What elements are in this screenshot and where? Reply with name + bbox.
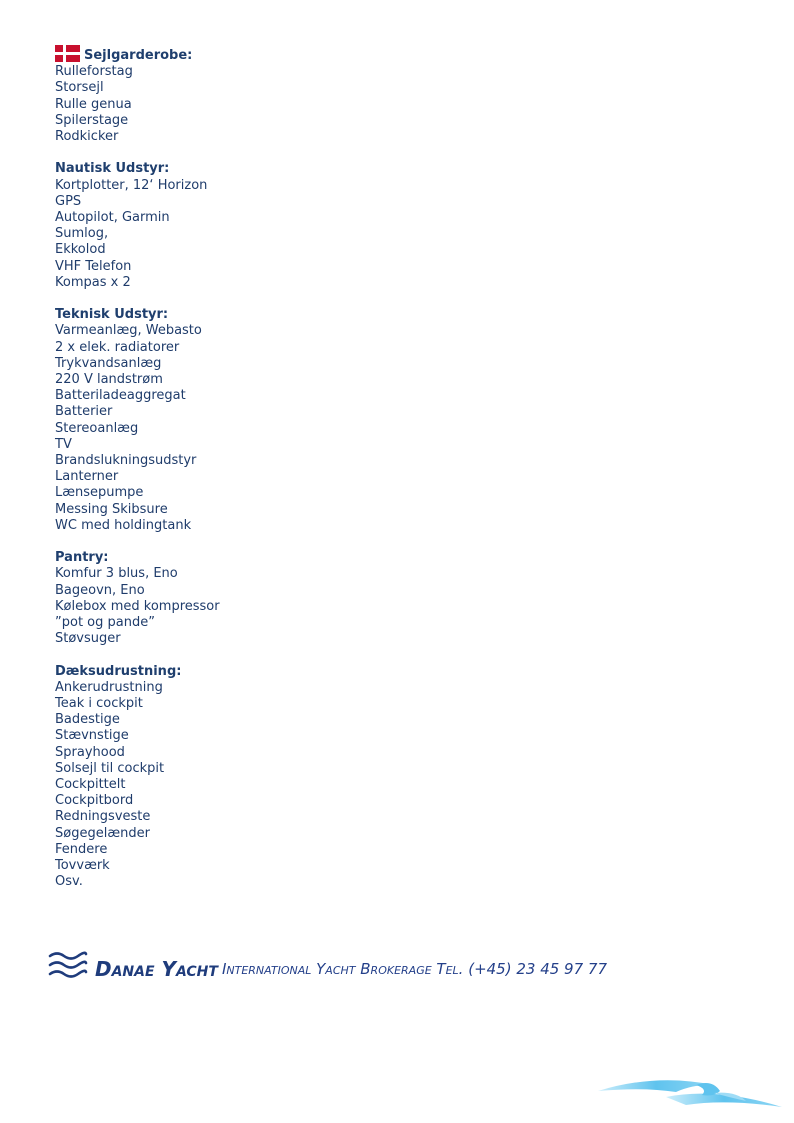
list-item: Batterier: [55, 404, 113, 420]
list-item: Badestige: [55, 712, 120, 728]
section-heading: Dæksudrustning:: [55, 663, 182, 679]
section-pantry: [55, 550, 555, 647]
section-heading: Teknisk Udstyr:: [55, 307, 169, 323]
list-item: Rulleforstag: [55, 64, 133, 80]
list-item: Teak i cockpit: [55, 696, 143, 712]
list-item: GPS: [55, 193, 82, 209]
denmark-flag-icon: [55, 45, 80, 62]
list-item: Redningsveste: [55, 809, 151, 825]
list-item: Kompas x 2: [55, 274, 131, 290]
brokerage-tagline: International Yacht Brokerage Tel. (+45) 23 45 97 77: [221, 960, 607, 978]
list-item: ”pot og pande”: [55, 615, 155, 631]
list-item: Trykvandsanlæg: [55, 355, 162, 371]
list-item: Lanterner: [55, 469, 119, 485]
list-item: Kølebox med kompressor: [55, 598, 220, 614]
list-item: Kortplotter, 12‘ Horizon: [55, 177, 208, 193]
list-item: 2 x elek. radiatorer: [55, 339, 180, 355]
list-item: Rodkicker: [55, 129, 119, 144]
list-item: Tovværk: [55, 858, 110, 874]
list-item: Varmeanlæg, Webasto: [55, 323, 202, 339]
list-item: Autopilot, Garmin: [55, 210, 170, 225]
list-item: Solsejl til cockpit: [55, 760, 165, 776]
brand-name: Danae Yacht: [95, 957, 218, 981]
list-item: Lænsepumpe: [55, 485, 144, 501]
list-item: 220 V landstrøm: [55, 372, 163, 388]
list-item: Sprayhood: [55, 744, 125, 760]
section-heading: Sejlgarderobe:: [84, 48, 193, 63]
section-heading-row: [55, 48, 555, 64]
list-item: Storsejl: [55, 80, 104, 96]
list-item: Batteriladeaggregat: [55, 388, 186, 404]
swoosh-icon: [596, 1075, 786, 1117]
list-item: Rulle genua: [55, 96, 132, 112]
list-item: Bageovn, Eno: [55, 582, 145, 598]
section-nautisk-udstyr: [55, 161, 555, 291]
list-item: Sumlog,: [55, 226, 109, 242]
list-item: Spilerstage: [55, 112, 129, 128]
list-item: VHF Telefon: [55, 258, 132, 274]
waves-logo-icon: [48, 950, 88, 980]
list-item: Søgegelænder: [55, 825, 150, 841]
list-item: Cockpittelt: [55, 777, 126, 793]
footer-letterhead: [48, 948, 607, 980]
section-sejlgarderobe: [55, 48, 555, 145]
list-item: WC med holdingtank: [55, 517, 192, 533]
equipment-list: [55, 48, 555, 907]
list-item: Fendere: [55, 841, 108, 857]
section-daeksudrustning: [55, 664, 555, 891]
list-item: Støvsuger: [55, 631, 121, 647]
list-item: Stereoanlæg: [55, 420, 139, 436]
list-item: TV: [55, 436, 72, 452]
list-item: Ankerudrustning: [55, 679, 163, 695]
list-item: Ekkolod: [55, 242, 106, 258]
list-item: Messing Skibsure: [55, 501, 168, 517]
list-item: Stævnstige: [55, 728, 129, 744]
section-teknisk-udstyr: [55, 307, 555, 534]
section-heading: Pantry:: [55, 550, 109, 566]
section-heading: Nautisk Udstyr:: [55, 161, 170, 177]
list-item: Komfur 3 blus, Eno: [55, 566, 178, 582]
list-item: Brandslukningsudstyr: [55, 453, 197, 469]
list-item: Osv.: [55, 874, 83, 890]
list-item: Cockpitbord: [55, 793, 134, 809]
